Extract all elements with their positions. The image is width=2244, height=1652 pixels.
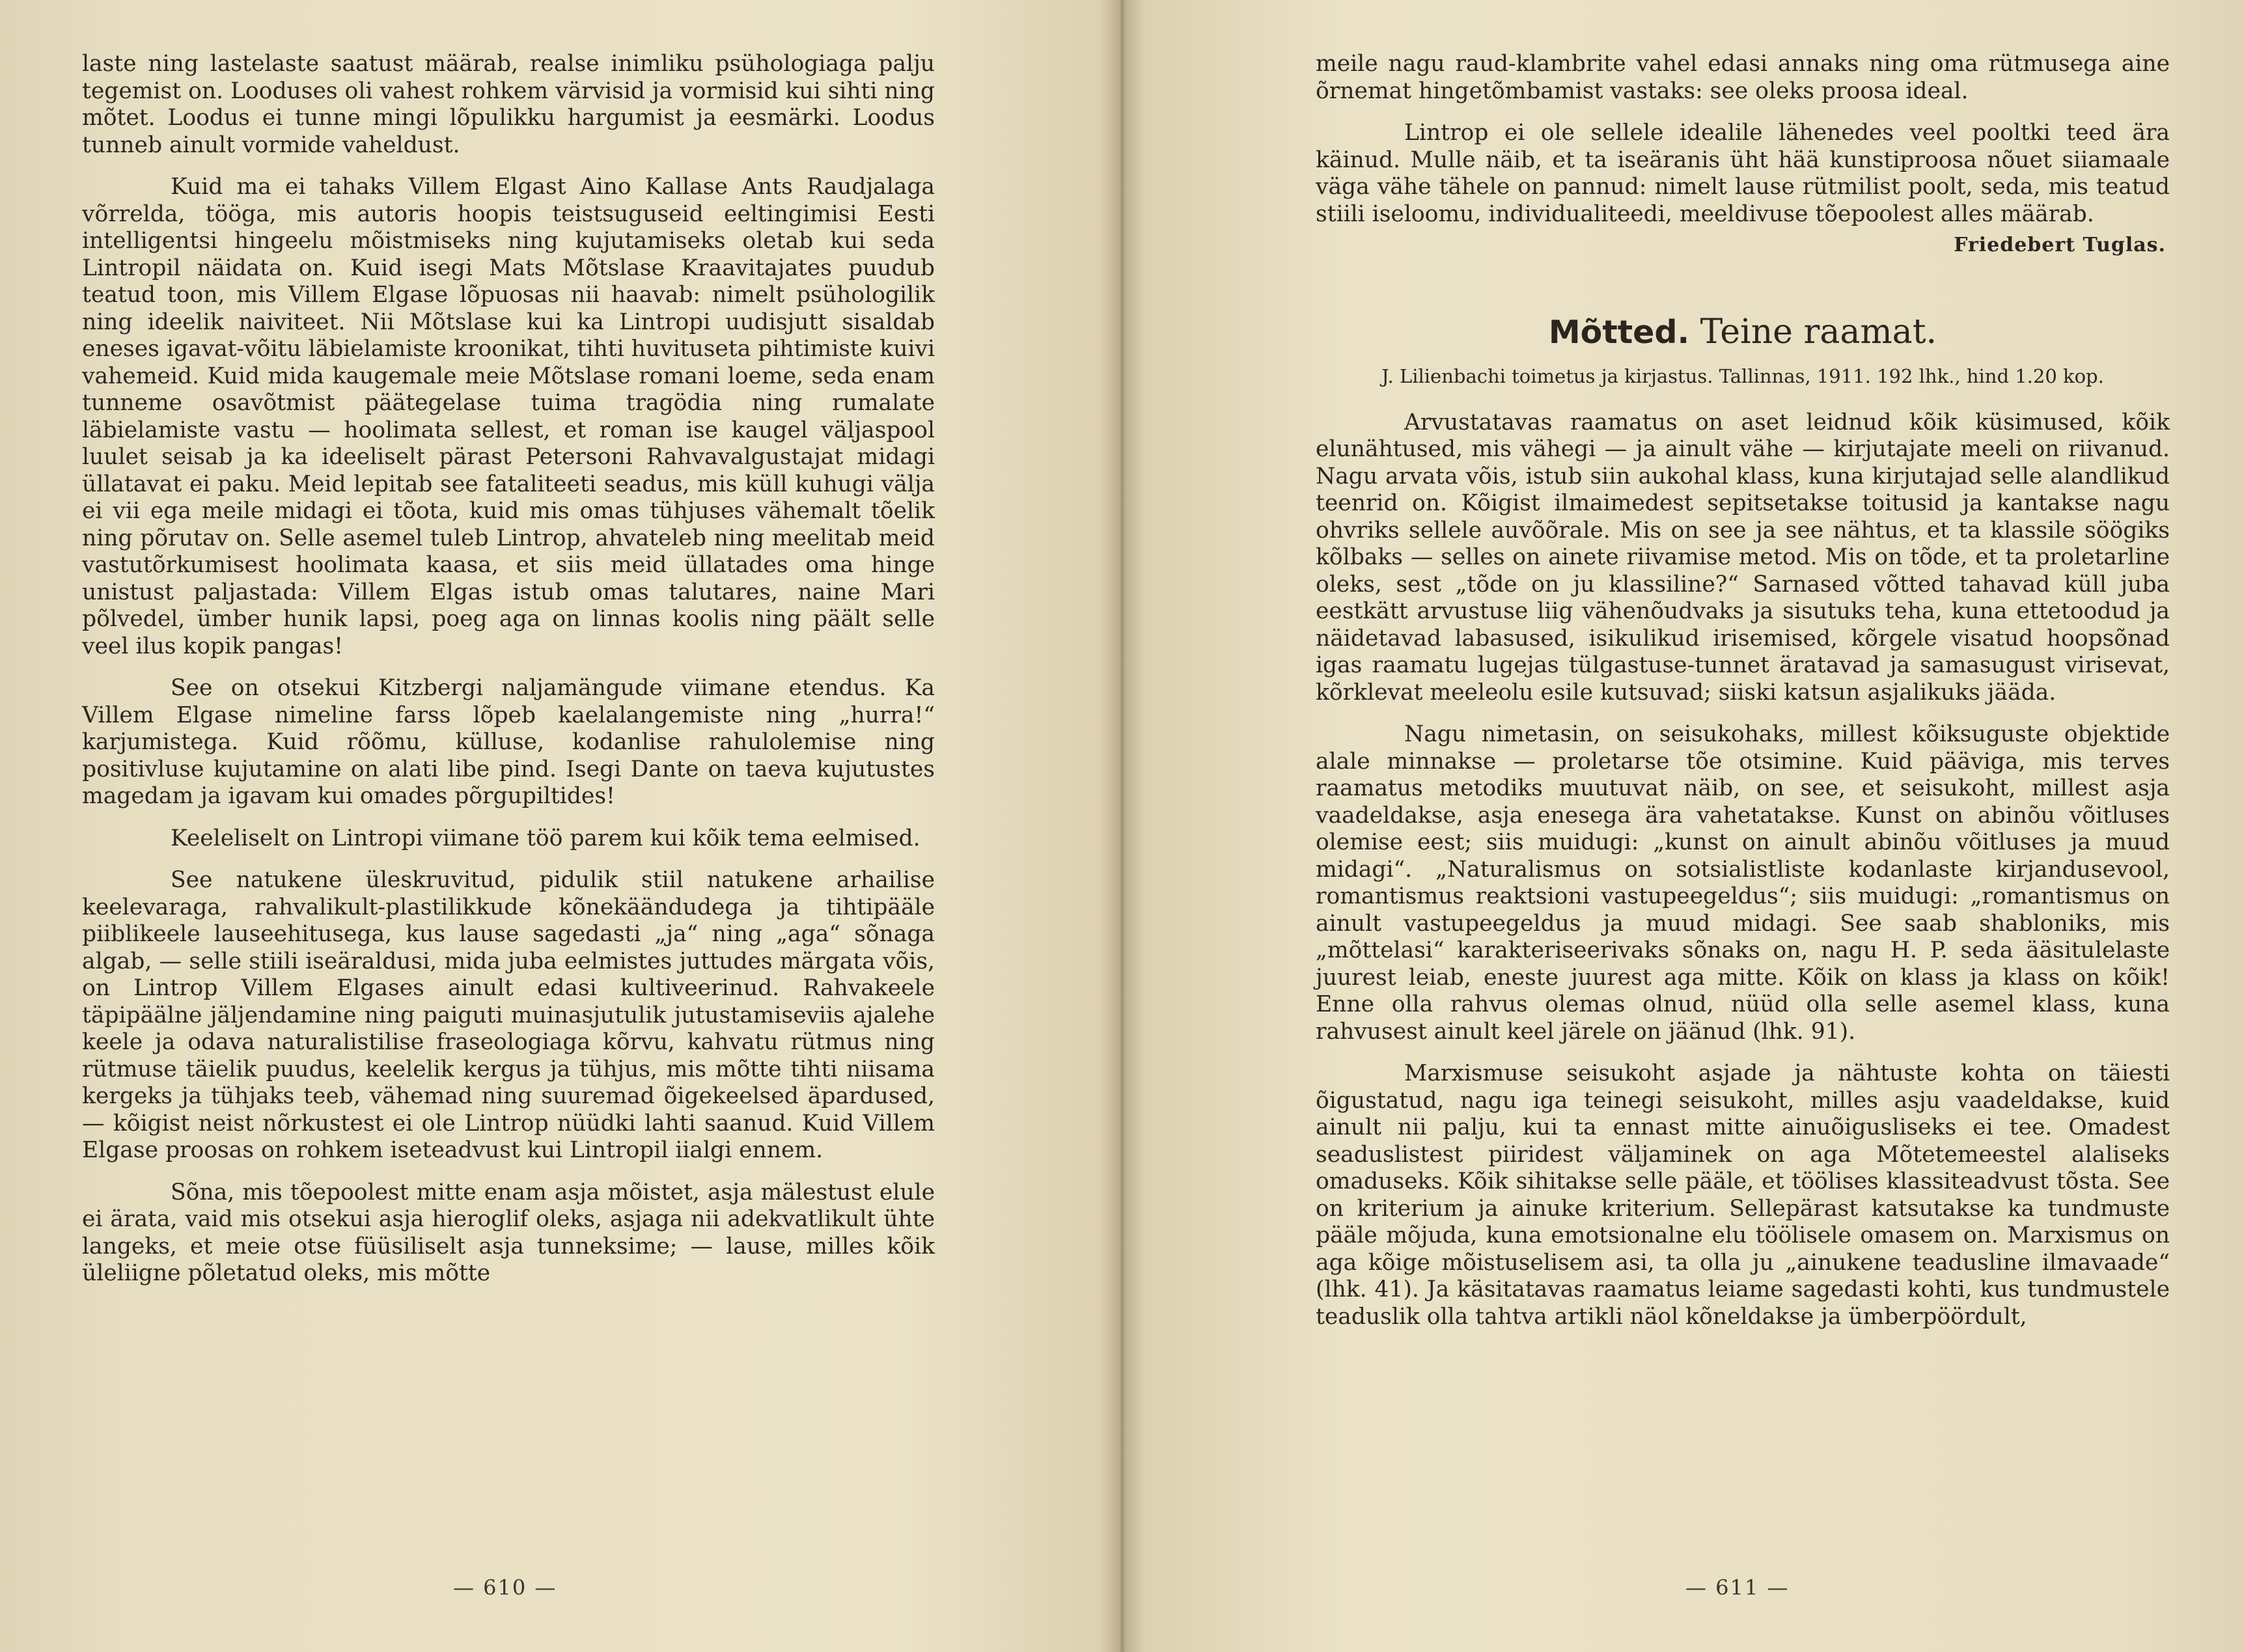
review-title: Mõtted. — [1548, 313, 1690, 351]
right-page — [1122, 0, 2244, 1652]
paragraph: Kuid ma ei tahaks Villem Elgast Aino Kallase Ants Raudjalaga võrrelda, tööga, mis autoris hoopis teistsuguseid eeltingimisi Eesti intelligentsi hingeelu mõistmiseks ning kujutamiseks oletab kui seda Lintropil näidata on. Kuid isegi Mats Mõtslase Kraavitajates puudub teatud toon, mis Villem Elgase lõpuosas nii haavab: nimelt psühologilik ning ideelik naiviteet. Nii Mõtslase kui ka Lintropi uudisjutt sisaldab eneses igavat-võitu läbielamiste kroonikat, tihti huvituseta pihtimiste kuivi vahemeid. Kuid mida kaugemale meie Mõtslase romani loeme, seda enam tunneme osavõtmist päätegelase tuima tragödia ning rumalate läbielamiste vastu — hoolimata sellest, et roman ise kaugel väljaspool luulet seisab ja ka ideeliselt pärast Petersoni Rahvavalgustajat midagi üllatavat ei paku. Meid lepitab see fataliteeti seadus, mis küll kuhugi välja ei vii ega meile midagi ei tõota, kuid mis omas tühjuses vähemalt tõelik ning põrutav on. Selle asemel tuleb Lintrop, ahvateleb ning meelitab meid vastutõrkumisest hoolimata kaasa, et siis meid üllatades oma hinge unistust paljastada: Villem Elgas istub omas talutares, naine Mari põlvedel, ümber hunik lapsi, poeg aga on linnas koolis ning päält selle veel ilus kopik pangas! — [82, 174, 935, 659]
paragraph: Sõna, mis tõepoolest mitte enam asja mõistet, asja mälestust elule ei ärata, vaid mis otsekui asja hieroglif oleks, asjaga nii adekvatlikult ühte langeks, et meie otse füüsiliselt asja tunneksime; — lause, milles kõik üleliigne põletatud oleks, mis mõtte — [82, 1179, 935, 1286]
page-number: — 611 — — [1685, 1575, 1790, 1600]
paragraph: laste ning lastelaste saatust määrab, realse inimliku psühologiaga palju tegemist on. Looduses oli vahest rohkem värvisid ja vormisid kui sihti ning mõtet. Loodus ei tunne mingi lõpulikku hargumist ja eesmärki. Loodus tunneb ainult vormide vaheldust. — [82, 51, 935, 158]
paragraph: Marxismuse seisukoht asjade ja nähtuste kohta on täiesti õigustatud, nagu iga teinegi seisukoht, milles asju vaadeldakse, kuid ainult nii palju, kui ta ennast mitte ainuõigusliseks ei tee. Omadest seaduslistest piiridest väljaminek on aga Mõtetemeestel alaliseks omaduseks. Kõik sihitakse selle pääle, et töölises klassiteadvust tõsta. See on kriterium ja ainuke kriterium. Sellepärast katsutakse ka tundmuste pääle mõjuda, kuna emotsionalne elu töölisele omasem on. Marxismus on aga kõige mõistuselisem asi, ta olla ju „ainukene teadusline ilmavaade“ (lhk. 41). Ja käsitatavas raamatus leiame sagedasti kohti, kus tundmustele teaduslik olla tahtva artikli näol kõneldakse ja ümberpöördult, — [1316, 1060, 2170, 1330]
paragraph: meile nagu raud-klambrite vahel edasi annaks ning oma rütmusega aine õrnemat hingetõmbamist vastaks: see oleks proosa ideal. — [1316, 51, 2170, 104]
right-page-text — [1316, 51, 2170, 1345]
paragraph: Lintrop ei ole sellele idealile lähenedes veel pooltki teed ära käinud. Mulle näib, et ta iseäranis üht hää kunstiproosa nõuet siiamaale väga vähe tähele on pannud: nimelt lause rütmilist poolt, seda, mis teatud stiili iseloomu, individualiteedi, meeldivuse tõepoolest alles määrab. — [1316, 120, 2170, 227]
publication-info: J. Lilienbachi toimetus ja kirjastus. Tallinnas, 1911. 192 lhk., hind 1.20 kop. — [1381, 365, 2104, 387]
paragraph: See natukene üleskruvitud, pidulik stiil natukene arhailise keelevaraga, rahvalikult-plastilikkude kõnekäändudega ja tihtipääle piiblikeele lauseehitusega, kus lause sagedasti „ja“ ning „aga“ sõnaga algab, — selle stiili iseäraldusi, mida juba eelmistes juttudes märgata võis, on Lintrop Villem Elgases ainult edasi kultiveerinud. Rahvakeele täpipäälne jäljendamine ning paiguti muinasjutulik jutustamiseviis ajalehe keele ja odava naturalistilise fraseologiaga kõrvu, kahvatu rütmus ning rütmuse täielik puudus, keelelik kergus ja tühjus, mis mõtte tihti niisama kergeks ja tühjaks teeb, vähemad ning suuremad õigekeelsed äpardused, — kõigist neist nõrkustest ei ole Lintrop nüüdki lahti saanud. Kuid Villem Elgase proosas on rohkem iseteadvust kui Lintropil iialgi ennem. — [82, 867, 935, 1163]
review-subtitle: Teine raamat. — [1700, 312, 1937, 351]
review-heading — [1316, 312, 2170, 352]
paragraph: Arvustatavas raamatus on aset leidnud kõik küsimused, kõik elunähtused, mis vähegi — ja ainult vähe — kirjutajate meeli on riivanud. Nagu arvata võis, istub siin aukohal klass, kuna kirjutajad selle alandlikud teenrid on. Kõigist ilmaimedest sepitsetakse toitusid ja kantakse nagu ohvriks sellele auvõõrale. Mis on see ja see nähtus, et ta klassile söögiks kõlbaks — selles on ainete riivamise metod. Mis on tõde, et ta proletarline oleks, sest „tõde on ju klassiline?“ Sarnased võtted tahavad küll juba eestkätt arvustuse liig vähenõudvaks ja sisutuks teha, kuna ettetoodud ja näidetavad labasused, isikulikud irisemised, kõrgele visatud hoopsõnad igas raamatu lugejas tülgastuse-tunnet äratavad ja samasugust virisevat, kõrklevat meeleolu esile kutsuvad; siiski katsun asjalikuks jääda. — [1316, 409, 2170, 706]
author-signature: Friedebert Tuglas. — [1954, 234, 2166, 256]
page-number: — 610 — — [453, 1575, 557, 1600]
paragraph: Keeleliselt on Lintropi viimane töö parem kui kõik tema eelmised. — [171, 825, 921, 851]
paragraph: See on otsekui Kitzbergi naljamängude viimane etendus. Ka Villem Elgase nimeline farss lõpeb kaelalangemiste ning „hurra!“ karjumistega. Kuid rõõmu, külluse, kodanlise rahulolemise ning positivluse kujutamine on alati libe pind. Isegi Dante on taeva kujutustes magedam ja igavam kui omades põrgupiltides! — [82, 675, 935, 809]
left-page-text — [82, 51, 935, 1302]
paragraph: Nagu nimetasin, on seisukohaks, millest kõiksuguste objektide alale minnakse — proletarse tõe otsimine. Kuid pääviga, mis terves raamatus metodiks muutuvat näib, on see, et seisukoht, millest asja vaadeldakse, asja enesega ära vahetatakse. Kunst on abinõu võitluses olemise eest; siis muidugi: „kunst on ainult abinõu võitluses ja muud midagi“. „Naturalismus on sotsialistliste kodanlaste kirjandusevool, romantismus reaktsioni vastupeegeldus“; siis muidugi: „romantismus on ainult vastupeegeldus ja muud midagi. See saab shabloniks, mis „mõttelasi“ karakteriseerivaks sõnaks on, nagu H. P. seda ääsitulelaste juurest leiab, eneste juurest aga mitte. Kõik on klass ja klass on kõik! Enne olla rahvus olemas olnud, nüüd olla selle asemel klass, kuna rahvusest ainult keel järele on jäänud (lhk. 91). — [1316, 721, 2170, 1045]
